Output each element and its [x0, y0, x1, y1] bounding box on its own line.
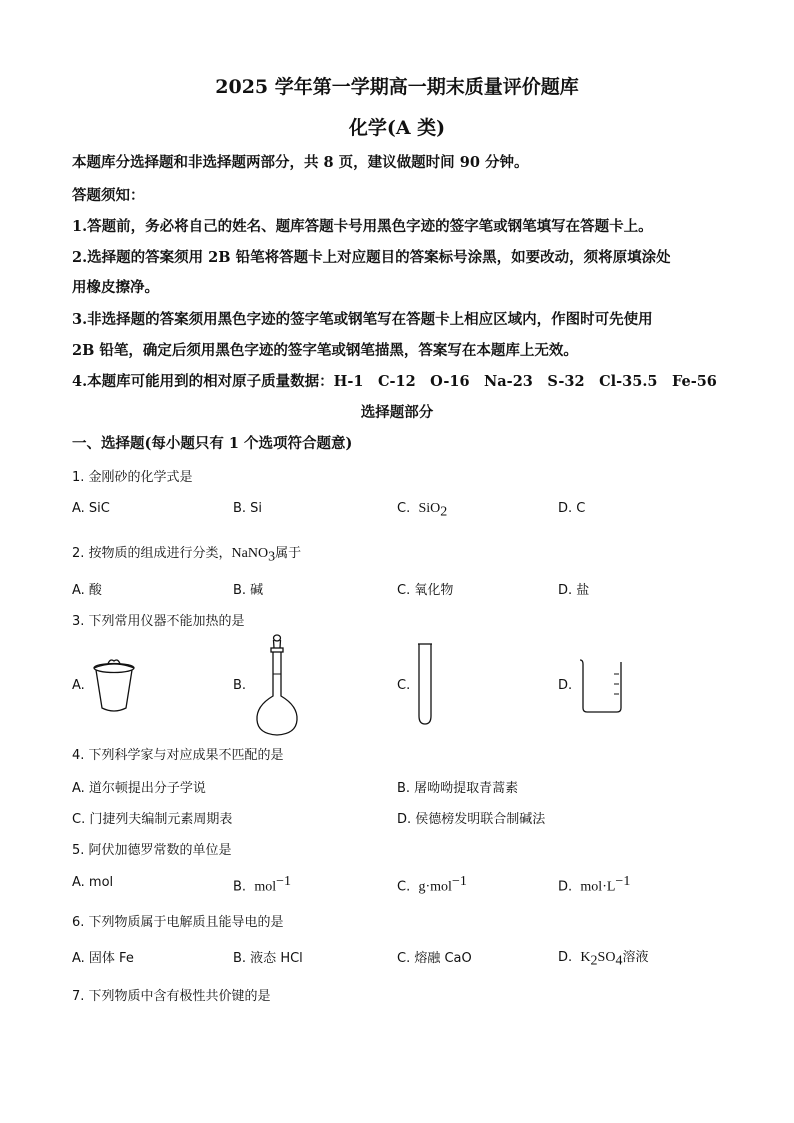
- q6-option-a: A. 固体 Fe: [72, 951, 134, 966]
- q1-option-b: B. Si: [233, 501, 263, 516]
- q3-option-c: C.: [397, 678, 411, 693]
- notice-rule-3-line-2: 2B 铅笔，确定后须用黑色字迹的签字笔或钢笔描黑，答案写在本题库上无效。: [72, 342, 578, 359]
- q1-option-d: D. C: [558, 501, 586, 516]
- q6-option-c: C. 熔融 CaO: [397, 951, 472, 966]
- q5-option-a: A. mol: [72, 875, 114, 890]
- notice-rule-4: 4.本题库可能用到的相对原子质量数据：H-1 C-12 O-16 Na-23 S-32 Cl-35.5 Fe-56: [72, 373, 717, 390]
- question-4-stem: 4. 下列科学家与对应成果不匹配的是: [72, 748, 284, 763]
- q3-option-b: B.: [233, 678, 247, 693]
- q5-option-d: D. $mol\cdot L^{-1}$: [558, 874, 631, 895]
- q2-option-b: B. 碱: [233, 583, 264, 598]
- q6-option-b: B. 液态 HCl: [233, 951, 303, 966]
- q3-option-d: D.: [558, 678, 573, 693]
- notice-heading: 答题须知：: [72, 187, 145, 204]
- question-6-stem: 6. 下列物质属于电解质且能导电的是: [72, 915, 284, 930]
- q4-option-b: B. 屠呦呦提取青蒿素: [397, 781, 519, 796]
- q4-option-c: C. 门捷列夫编制元素周期表: [72, 812, 233, 827]
- question-3-stem: 3. 下列常用仪器不能加热的是: [72, 614, 245, 629]
- q1-option-c: C. SiO$_2$: [397, 501, 448, 520]
- q6-option-d: D. $K_2SO_4$溶液: [558, 950, 649, 969]
- question-5-stem: 5. 阿伏加德罗常数的单位是: [72, 843, 232, 858]
- test-tube-icon: [416, 642, 434, 726]
- notice-rule-3-line-1: 3.非选择题的答案须用黑色字迹的签字笔或钢笔写在答题卡上相应区域内，作图时可先使用: [72, 311, 653, 328]
- part-title: 选择题部分: [360, 404, 434, 421]
- volumetric-flask-icon: [252, 634, 302, 738]
- q1-option-a: A. SiC: [72, 501, 110, 516]
- crucible-icon: [90, 656, 138, 716]
- notice-rule-2-line-1: 2.选择题的答案须用 2B 铅笔将答题卡上对应题目的答案标号涂黑，如要改动，须将原填涂处: [72, 249, 671, 266]
- beaker-icon: [578, 658, 626, 714]
- notice-rule-1: 1.答题前，务必将自己的姓名、题库答题卡号用黑色字迹的签字笔或钢笔填写在答题卡上。: [72, 218, 653, 235]
- notice-rule-2-line-2: 用橡皮擦净。: [72, 279, 159, 296]
- question-7-stem: 7. 下列物质中含有极性共价键的是: [72, 989, 271, 1004]
- q4-option-d: D. 侯德榜发明联合制碱法: [397, 812, 546, 827]
- exam-title: 2025 学年第一学期高一期末质量评价题库: [215, 76, 579, 98]
- q3-option-a: A.: [72, 678, 85, 693]
- q5-option-b: B. mol$^{-1}$: [233, 874, 292, 895]
- q2-option-d: D. 盐: [558, 583, 590, 598]
- question-1-stem: 1. 金刚砂的化学式是: [72, 470, 193, 485]
- exam-subtitle: 化学(A 类): [348, 117, 446, 139]
- intro-summary: 本题库分选择题和非选择题两部分，共 8 页，建议做题时间 90 分钟。: [72, 154, 529, 171]
- q2-option-a: A. 酸: [72, 583, 102, 598]
- q5-option-c: C. g·mol$^{-1}$: [397, 874, 467, 895]
- question-2-stem: 2. 按物质的组成进行分类，NaNO$_3$属于: [72, 546, 302, 565]
- section-heading: 一、选择题(每小题只有 1 个选项符合题意): [72, 435, 353, 452]
- q4-option-a: A. 道尔顿提出分子学说: [72, 781, 206, 796]
- q2-option-c: C. 氧化物: [397, 583, 454, 598]
